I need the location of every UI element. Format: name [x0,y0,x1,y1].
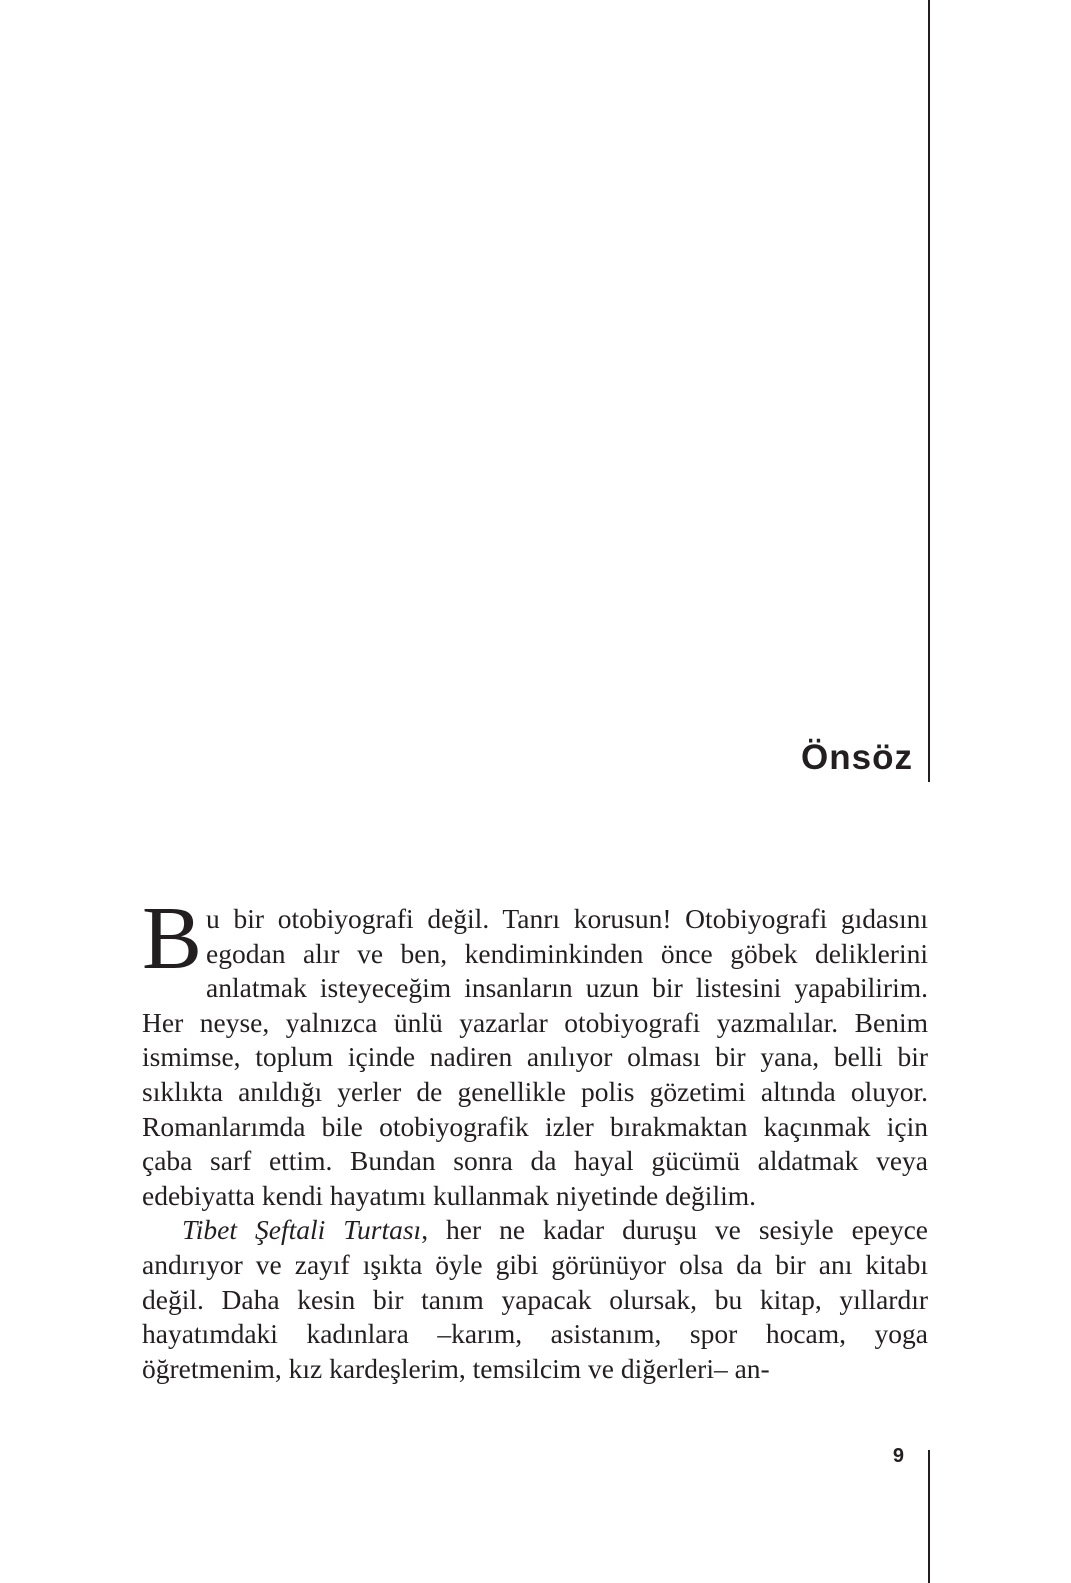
body-text [142,889,928,1386]
paragraph-2 [142,1213,928,1386]
chapter-title: Önsöz [801,738,913,777]
drop-cap: B [142,889,203,988]
paragraph-1-text: u bir otobiyografi değil. Tanrı korusun! Otobiyografi gıdasını egodan alır ve ben, kendiminkinden önce göbek deliklerini anlatmak isteyeceğim insanların uzun bir listesini yapabilirim. Her neyse, yalnızca ünlü yazarlar otobiyografi yazmalılar. Benim ismimse, toplum içinde nadiren anılıyor olması bir yana, belli bir sıklıkta anıldığı yerler de genellikle polis gözetimi altında oluyor. Romanlarımda bile otobiyografik izler bırakmaktan kaçınmak için çaba sarf ettim. Bundan sonra da hayal gücümü aldatmak veya edebiyatta kendi hayatımı kullanmak niyetinde değilim. [142,903,928,1211]
page-edge-rule-bottom [928,1450,930,1583]
paragraph-1 [142,889,928,1213]
page-edge-rule-top [928,0,930,782]
book-title-italic: Tibet Şeftali Turtası [182,1214,422,1246]
paragraph-2-text: , her ne kadar duruşu ve sesiyle epeyce andırıyor ve zayıf ışıkta öyle gibi görünüyor olsa da bir anı kitabı değil. Daha kesin bir tanım yapacak olursak, bu kitap, yıllardır hayatımdaki kadınlara –karım, asistanım, spor hocam, yoga öğretmenim, kız kardeşlerim, temsilcim ve diğerleri– an- [142,1214,928,1384]
page-number: 9 [892,1445,904,1467]
